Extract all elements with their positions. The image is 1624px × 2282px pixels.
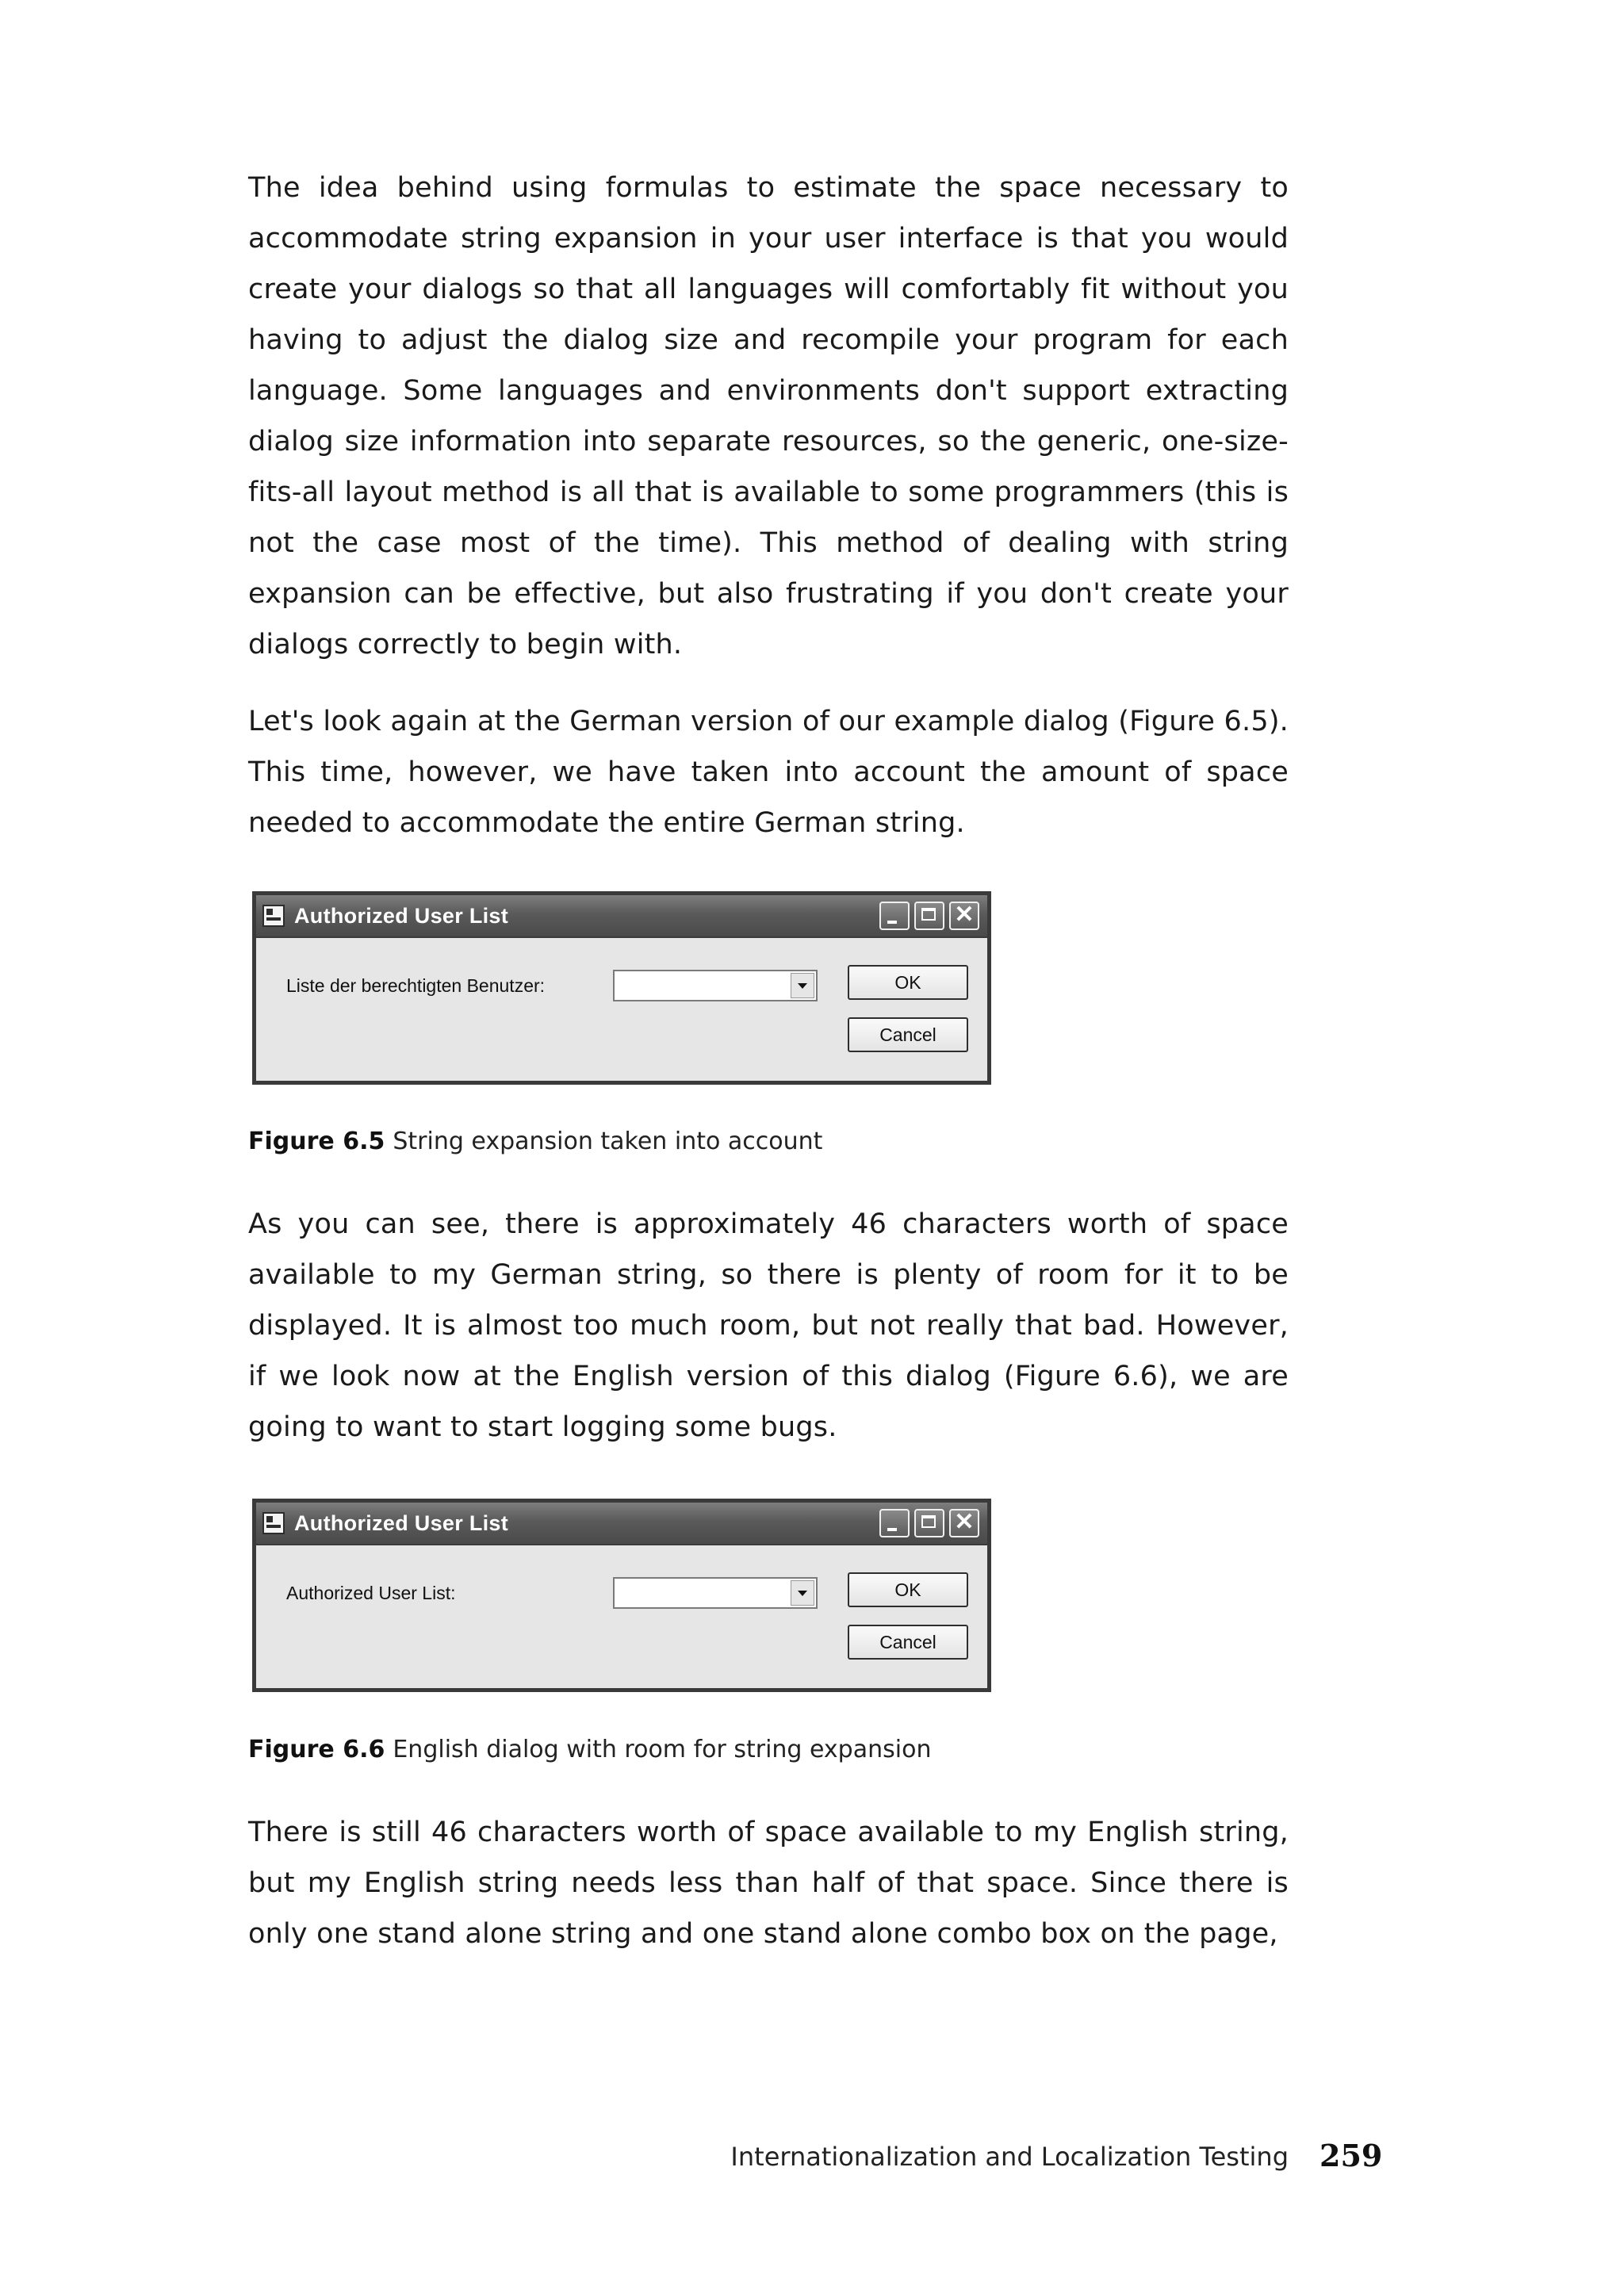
figure-6-5-caption bbox=[248, 1126, 1289, 1158]
figure-number: Figure 6.5 bbox=[248, 1128, 385, 1155]
user-list-label: Authorized User List: bbox=[286, 1583, 456, 1603]
figure-number: Figure 6.6 bbox=[248, 1736, 385, 1763]
maximize-icon[interactable] bbox=[914, 902, 944, 930]
body-paragraph-4: There is still 46 characters worth of space available to my English string, but my English string needs less than half of that space. Since there is only one stand alone string and one stand alone combo box on the page, bbox=[248, 1817, 1289, 1950]
window-app-icon bbox=[262, 1512, 285, 1534]
cancel-button[interactable]: Cancel bbox=[848, 1017, 968, 1052]
figure-caption-text: English dialog with room for string expansion bbox=[393, 1736, 932, 1763]
minimize-icon[interactable] bbox=[879, 902, 910, 930]
cancel-button[interactable]: Cancel bbox=[848, 1625, 968, 1660]
body-paragraph-1: The idea behind using formulas to estimate the space necessary to accommodate string expansion in your user interface is that you would create your dialogs so that all languages will comfortably fit without you having to adjust the dialog size and recompile your program for each language. Some languages and environments don't support extracting dialog size information into separate resources, so the generic, one-size-fits-all layout method is all that is available to some programmers (this is not the case most of the time). This method of dealing with string expansion can be effective, but also frustrating if you don't create your dialogs correctly to begin with. bbox=[248, 172, 1289, 660]
figure-6-6-dialog bbox=[252, 1499, 991, 1692]
dialog-title: Authorized User List bbox=[294, 1511, 509, 1535]
user-list-combo[interactable] bbox=[613, 970, 818, 1001]
running-footer-title: Internationalization and Localization Testing bbox=[730, 2142, 1289, 2172]
ok-button[interactable]: OK bbox=[848, 965, 968, 1000]
dialog-titlebar[interactable] bbox=[256, 1503, 987, 1545]
body-paragraph-3: As you can see, there is approximately 46 characters worth of space available to my German string, so there is plenty of room for it to be displayed. It is almost too much room, but not really that bad. However, if we look now at the English version of this dialog (Figure 6.6), we are going to want to start logging some bugs. bbox=[248, 1208, 1289, 1443]
maximize-icon[interactable] bbox=[914, 1509, 944, 1537]
figure-caption-text: String expansion taken into account bbox=[393, 1128, 823, 1155]
body-paragraph-2: Let's look again at the German version of our example dialog (Figure 6.5). This time, however, we have taken into account the amount of space needed to accommodate the entire German string. bbox=[248, 706, 1289, 839]
minimize-icon[interactable] bbox=[879, 1509, 910, 1537]
dialog-title: Authorized User List bbox=[294, 904, 509, 928]
chevron-down-icon[interactable] bbox=[791, 973, 814, 998]
user-list-combo[interactable] bbox=[613, 1577, 818, 1609]
window-app-icon bbox=[262, 905, 285, 927]
page-number: 259 bbox=[1320, 2138, 1383, 2173]
ok-button[interactable]: OK bbox=[848, 1572, 968, 1607]
figure-6-5-dialog bbox=[252, 891, 991, 1085]
chevron-down-icon[interactable] bbox=[791, 1580, 814, 1606]
dialog-titlebar[interactable] bbox=[256, 895, 987, 938]
close-icon[interactable]: ✕ bbox=[949, 1509, 979, 1537]
user-list-label: Liste der berechtigten Benutzer: bbox=[286, 975, 546, 996]
close-icon[interactable]: ✕ bbox=[949, 902, 979, 930]
figure-6-6-caption bbox=[248, 1734, 1289, 1766]
